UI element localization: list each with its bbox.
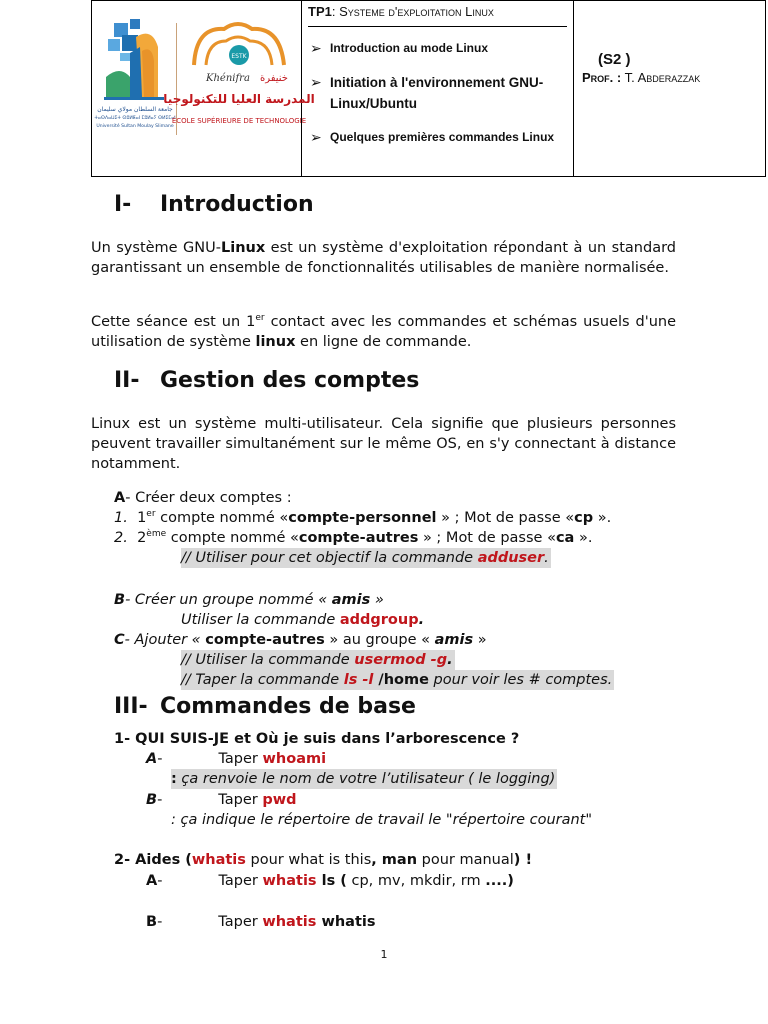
task-b: B- Créer un groupe nommé « amis » [114, 592, 384, 608]
prof-cell [574, 1, 765, 176]
task-a: A- Créer deux comptes : [114, 490, 292, 506]
logos-cell [92, 1, 315, 176]
section-number: I- [114, 192, 132, 217]
tp-item-label: Quelques premières commandes Linux [330, 130, 555, 144]
section-number: III- [114, 694, 148, 719]
section-heading-commandes [114, 694, 416, 719]
intro-paragraph-1: Un système GNU-Linux est un système d'exploitation répondant à un standard garantissant un ensemble de fonctionnalités utilisables de manière normalisée. [91, 240, 676, 276]
section-heading-gestion-comptes [114, 368, 419, 393]
task-c: C- Ajouter « compte-autres » au groupe « amis » [114, 632, 487, 648]
section-number: II- [114, 368, 140, 393]
accounts-paragraph: Linux est un système multi-utilisateur. Cela signifie que plusieurs personnes peuvent travailler simultanément sur le même OS, en s'y connectant à distance notamment. [91, 416, 676, 472]
arrow-right-icon: ➢ [310, 40, 322, 56]
prof-line [582, 70, 700, 85]
task-c-hint-2: // Taper la commande ls -l /home pour voir les # comptes. [181, 672, 613, 688]
section-title: Introduction [160, 192, 314, 217]
est-city-arabic: خنيفرة [259, 73, 288, 84]
task-a-hint: // Utiliser pour cet objectif la commande adduser. [181, 550, 549, 566]
header-table [91, 0, 766, 177]
section-title: Commandes de base [160, 694, 416, 719]
tp-item [310, 39, 569, 58]
task-b-hint: Utiliser la commande addgroup. [181, 612, 425, 628]
question-1-b-note: : ça indique le répertoire de travail le "répertoire courant" [171, 812, 593, 828]
svg-text:جامعة السلطان مولاي سليمان: جامعة السلطان مولاي سليمان [97, 106, 173, 113]
question-2-b: B- Taper whatis whatis [146, 914, 376, 930]
prof-name: T. Abderazzak [624, 70, 701, 85]
university-logo [94, 17, 176, 137]
tp-label: TP1 [308, 4, 332, 19]
est-city-latin: Khénifra [206, 73, 250, 84]
tp-title [308, 4, 567, 27]
task-c-hint-1: // Utiliser la commande usermod -g. [181, 652, 453, 668]
section-title: Gestion des comptes [160, 368, 420, 393]
est-name-arabic: المدرسة العليا للتكنولوجيا [163, 92, 315, 106]
question-1-b: B- Taper pwd [146, 792, 297, 808]
prof-label: Prof. : [582, 70, 622, 85]
semester-label: (S2 ) [598, 51, 631, 68]
intro-paragraph-2: Cette séance est un 1er contact avec les commandes et schémas usuels d'une utilisation de système linux en ligne de commande. [91, 313, 676, 350]
arrow-right-icon: ➢ [310, 129, 322, 145]
task-a-item-1: 1. 1er compte nommé «compte-personnel » ; Mot de passe «cp ». [114, 509, 612, 526]
question-1-a-note: : ça renvoie le nom de votre l’utilisateur ( le logging) [171, 771, 556, 787]
section-heading-introduction [114, 192, 314, 217]
arrow-right-icon: ➢ [310, 74, 322, 90]
question-2-a: A- Taper whatis ls ( cp, mv, mkdir, rm ....) [146, 873, 514, 889]
tp-item [310, 128, 569, 147]
tp-item-label: Initiation à l'environnement GNU-Linux/Ubuntu [330, 75, 544, 111]
question-1-a: A- Taper whoami [146, 751, 327, 767]
est-name-french: ÉCOLE SUPÉRIEURE DE TECHNOLOGIE [171, 117, 307, 125]
prof-block [582, 51, 700, 85]
tp-cell [302, 1, 574, 176]
svg-text:ⵜⴰⵙⴷⴰⵡⵉⵜ ⵙⵓⵍⵟⴰⵏ ⵎⵓⵍⴰⵢ ⵙⵍⵉⵎⴰⵏ: ⵜⴰⵙⴷⴰⵡⵉⵜ ⵙⵓⵍⵟⴰⵏ ⵎⵓⵍⴰⵢ ⵙⵍⵉⵎⴰⵏ [94, 116, 176, 121]
question-2: 2- Aides (whatis pour what is this, man pour manual) ! [114, 852, 533, 868]
page-number: 1 [380, 948, 388, 961]
task-a-item-2: 2. 2ème compte nommé «compte-autres » ; Mot de passe «ca ». [114, 529, 593, 546]
est-khenifra-logo [163, 19, 315, 141]
est-badge-text: ESTK [231, 53, 247, 60]
question-1: 1- QUI SUIS-JE et Où je suis dans l’arborescence ? [114, 731, 520, 747]
tp-title-text: : Systeme d'exploitation Linux [331, 4, 494, 19]
university-caption: Université Sultan Moulay Slimane [96, 124, 174, 129]
tp-item-label: Introduction au mode Linux [330, 41, 488, 55]
tp-item [310, 72, 569, 114]
